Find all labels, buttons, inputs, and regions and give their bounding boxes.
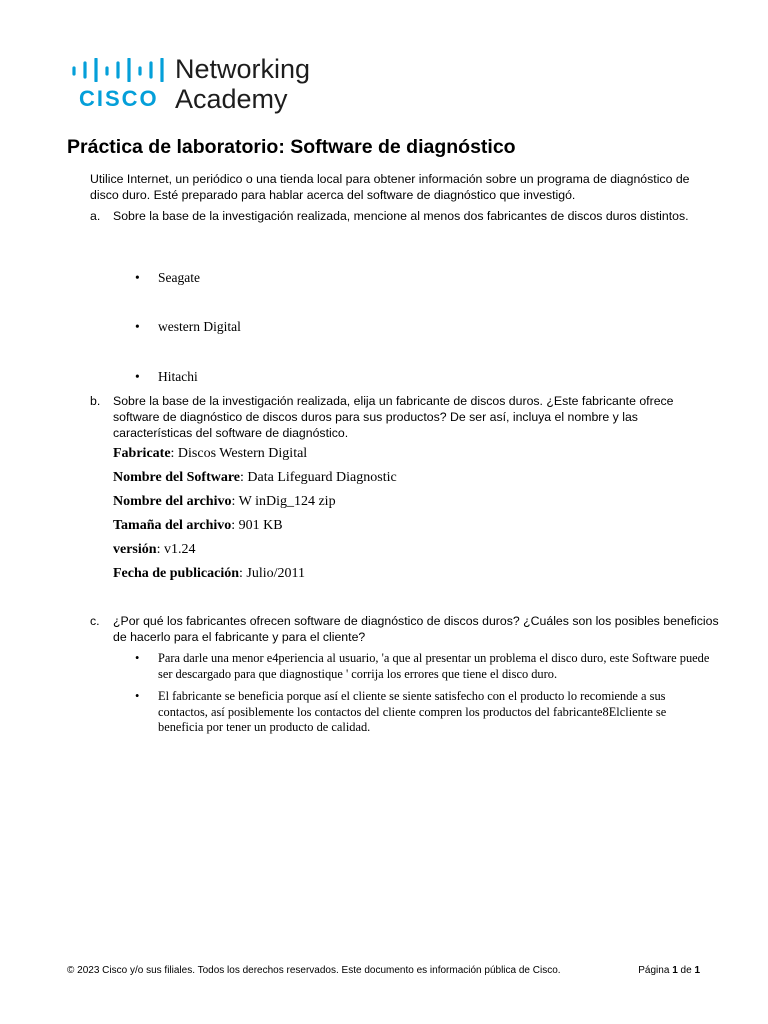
page-number: Página 1 de 1	[638, 965, 700, 976]
cisco-bars-icon	[70, 58, 166, 82]
bullet-icon: •	[135, 651, 140, 665]
question-letter: a.	[90, 209, 101, 223]
cisco-wordmark: CISCO	[79, 86, 159, 111]
logo-networking: Networking	[175, 54, 311, 84]
field-manufacturer: Fabricate: Discos Western Digital	[113, 446, 308, 461]
field-version: versión: v1.24	[113, 542, 196, 557]
page-title: Práctica de laboratorio: Software de diagnóstico	[67, 136, 516, 158]
question-text: Sobre la base de la investigación realizada, mencione al menos dos fabricantes de discos duros distintos.	[113, 209, 689, 223]
answer-a-item: • Hitachi	[135, 369, 198, 384]
bullet-icon: •	[135, 270, 140, 285]
answer-a-item: • Seagate	[135, 270, 200, 285]
question-letter: c.	[90, 614, 100, 628]
bullet-icon: •	[135, 689, 140, 703]
question-c	[90, 613, 720, 645]
field-software-name: Nombre del Software: Data Lifeguard Diagnostic	[113, 470, 397, 485]
question-b	[90, 393, 720, 441]
answer-a-item: • western Digital	[135, 319, 241, 334]
bullet-icon: •	[135, 369, 140, 384]
field-release-date: Fecha de publicación: Julio/2011	[113, 566, 306, 581]
question-a	[90, 208, 720, 224]
bullet-icon: •	[135, 319, 140, 334]
question-text: Sobre la base de la investigación realizada, elija un fabricante de discos duros. ¿Este fabricante ofrece software de diagnóstico de discos duros para sus productos? De ser así, incluya el nombre y las características del software de diagnóstico.	[113, 394, 674, 440]
question-letter: b.	[90, 394, 101, 408]
answer-c-item: • El fabricante se beneficia porque así el cliente se siente satisfecho con el producto lo recomiende a sus contactos, así posiblemente los contactos del cliente compren los productos del fabricante8Elcliente se beneficia por tener un producto de calidad.	[135, 689, 667, 734]
question-text: ¿Por qué los fabricantes ofrecen software de diagnóstico de discos duros? ¿Cuáles son los posibles beneficios de hacerlo para el fabricante y para el cliente?	[113, 614, 719, 644]
field-file-name: Nombre del archivo: W inDig_124 zip	[113, 494, 336, 509]
cisco-networking-academy-logo	[70, 54, 330, 118]
answer-c-item: • Para darle una menor e4periencia al usuario, 'a que al presentar un problema el disco duro, este Software puede ser descargado para que diagnostique ' corrija los errores que tiene el disco duro.	[135, 651, 710, 681]
intro-paragraph: Utilice Internet, un periódico o una tienda local para obtener información sobre un programa de diagnóstico de disco duro. Esté preparado para hablar acerca del software de diagnóstico que investigó.	[90, 172, 690, 202]
field-file-size: Tamaña del archivo: 901 KB	[113, 518, 283, 533]
logo-academy: Academy	[175, 84, 288, 114]
footer-copyright: © 2023 Cisco y/o sus filiales. Todos los derechos reservados. Este documento es información pública de Cisco.	[67, 965, 561, 976]
